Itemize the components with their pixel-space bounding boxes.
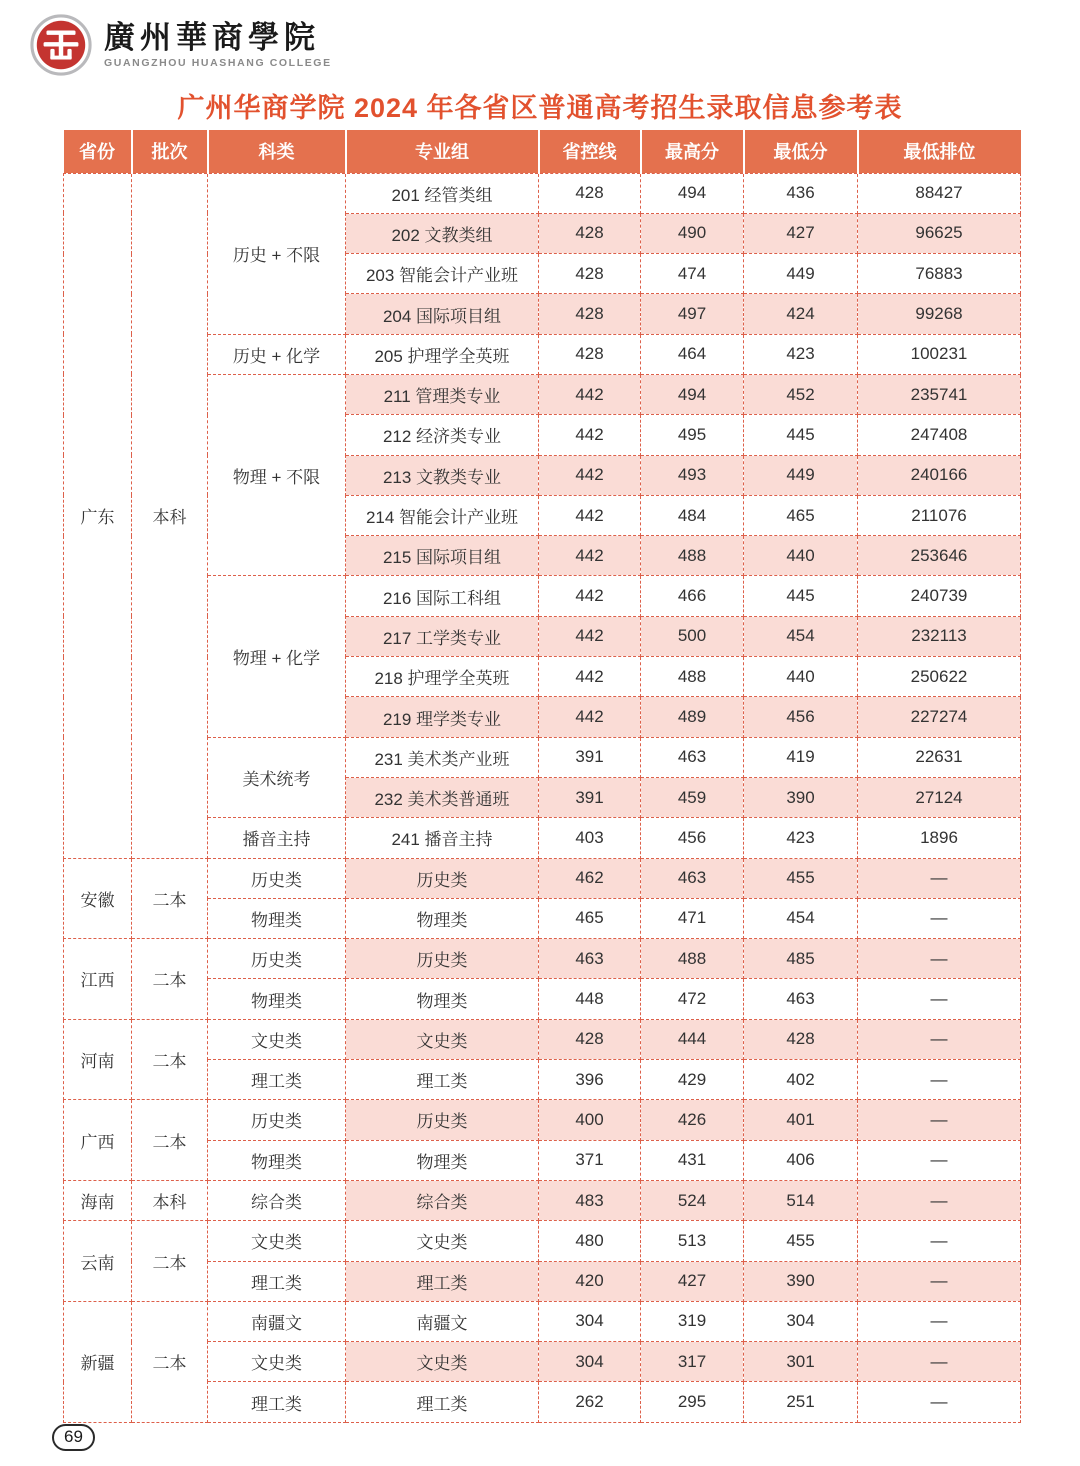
min-score-cell: 390 <box>744 1261 858 1301</box>
group-cell: 历史类 <box>346 1100 539 1140</box>
table-row <box>64 1221 1021 1261</box>
min-rank-cell: 96625 <box>858 213 1021 253</box>
min-rank-cell: 253646 <box>858 536 1021 576</box>
control-line-cell: 442 <box>539 697 641 737</box>
group-cell: 理工类 <box>346 1261 539 1301</box>
group-cell: 219 理学类专业 <box>346 697 539 737</box>
control-line-cell: 428 <box>539 254 641 294</box>
college-logo <box>30 14 332 76</box>
province-cell: 海南 <box>64 1180 132 1220</box>
max-score-cell: 490 <box>641 213 744 253</box>
max-score-cell: 524 <box>641 1180 744 1220</box>
province-cell: 云南 <box>64 1221 132 1302</box>
control-line-cell: 391 <box>539 737 641 777</box>
header-province: 省份 <box>64 130 132 173</box>
control-line-cell: 396 <box>539 1060 641 1100</box>
table-row <box>64 1382 1021 1422</box>
min-score-cell: 454 <box>744 898 858 938</box>
control-line-cell: 448 <box>539 979 641 1019</box>
category-cell: 物理类 <box>208 1140 346 1180</box>
header-min-score: 最低分 <box>744 130 858 173</box>
control-line-cell: 442 <box>539 455 641 495</box>
header-row <box>64 130 1021 173</box>
table-row <box>64 979 1021 1019</box>
category-cell: 理工类 <box>208 1261 346 1301</box>
max-score-cell: 484 <box>641 495 744 535</box>
college-name-cn: 廣州華商學院 <box>104 19 320 56</box>
min-score-cell: 445 <box>744 415 858 455</box>
min-score-cell: 456 <box>744 697 858 737</box>
table-row <box>64 818 1021 858</box>
control-line-cell: 483 <box>539 1180 641 1220</box>
min-score-cell: 485 <box>744 939 858 979</box>
category-cell: 文史类 <box>208 1019 346 1059</box>
min-rank-cell: 1896 <box>858 818 1021 858</box>
min-rank-cell: 211076 <box>858 495 1021 535</box>
max-score-cell: 426 <box>641 1100 744 1140</box>
max-score-cell: 500 <box>641 616 744 656</box>
table-row <box>64 1261 1021 1301</box>
group-cell: 217 工学类专业 <box>346 616 539 656</box>
group-cell: 理工类 <box>346 1382 539 1422</box>
category-cell: 美术统考 <box>208 737 346 818</box>
min-score-cell: 455 <box>744 858 858 898</box>
page-number-badge: 69 <box>52 1424 95 1451</box>
category-cell: 南疆文 <box>208 1301 346 1341</box>
control-line-cell: 304 <box>539 1342 641 1382</box>
max-score-cell: 295 <box>641 1382 744 1422</box>
category-cell: 历史类 <box>208 858 346 898</box>
max-score-cell: 463 <box>641 858 744 898</box>
max-score-cell: 488 <box>641 939 744 979</box>
min-score-cell: 454 <box>744 616 858 656</box>
admissions-table <box>63 130 1021 1423</box>
min-score-cell: 465 <box>744 495 858 535</box>
min-score-cell: 423 <box>744 818 858 858</box>
province-cell: 新疆 <box>64 1301 132 1422</box>
min-rank-cell: 88427 <box>858 173 1021 213</box>
min-rank-cell: — <box>858 1221 1021 1261</box>
control-line-cell: 391 <box>539 777 641 817</box>
max-score-cell: 464 <box>641 334 744 374</box>
table-row <box>64 1301 1021 1341</box>
category-cell: 播音主持 <box>208 818 346 858</box>
category-cell: 物理 + 不限 <box>208 374 346 575</box>
min-score-cell: 440 <box>744 536 858 576</box>
min-score-cell: 424 <box>744 294 858 334</box>
min-rank-cell: — <box>858 1301 1021 1341</box>
province-cell: 广西 <box>64 1100 132 1181</box>
min-score-cell: 449 <box>744 254 858 294</box>
college-name-en: GUANGZHOU HUASHANG COLLEGE <box>104 57 332 70</box>
min-rank-cell: 27124 <box>858 777 1021 817</box>
category-cell: 历史类 <box>208 1100 346 1140</box>
control-line-cell: 442 <box>539 536 641 576</box>
control-line-cell: 442 <box>539 657 641 697</box>
max-score-cell: 317 <box>641 1342 744 1382</box>
max-score-cell: 472 <box>641 979 744 1019</box>
batch-cell: 二本 <box>132 1221 208 1302</box>
control-line-cell: 442 <box>539 495 641 535</box>
control-line-cell: 403 <box>539 818 641 858</box>
control-line-cell: 428 <box>539 334 641 374</box>
min-score-cell: 390 <box>744 777 858 817</box>
group-cell: 物理类 <box>346 1140 539 1180</box>
batch-cell: 二本 <box>132 939 208 1020</box>
min-score-cell: 514 <box>744 1180 858 1220</box>
province-cell: 广东 <box>64 173 132 858</box>
max-score-cell: 466 <box>641 576 744 616</box>
header-control-line: 省控线 <box>539 130 641 173</box>
max-score-cell: 459 <box>641 777 744 817</box>
category-cell: 历史 + 不限 <box>208 173 346 334</box>
control-line-cell: 462 <box>539 858 641 898</box>
group-cell: 历史类 <box>346 939 539 979</box>
min-rank-cell: 240166 <box>858 455 1021 495</box>
min-score-cell: 423 <box>744 334 858 374</box>
batch-cell: 二本 <box>132 1301 208 1422</box>
group-cell: 213 文教类专业 <box>346 455 539 495</box>
table-row <box>64 1060 1021 1100</box>
group-cell: 216 国际工科组 <box>346 576 539 616</box>
group-cell: 215 国际项目组 <box>346 536 539 576</box>
min-rank-cell: — <box>858 898 1021 938</box>
control-line-cell: 442 <box>539 576 641 616</box>
group-cell: 214 智能会计产业班 <box>346 495 539 535</box>
min-score-cell: 445 <box>744 576 858 616</box>
group-cell: 南疆文 <box>346 1301 539 1341</box>
table-body <box>64 173 1021 1422</box>
min-score-cell: 455 <box>744 1221 858 1261</box>
group-cell: 212 经济类专业 <box>346 415 539 455</box>
category-cell: 文史类 <box>208 1221 346 1261</box>
min-score-cell: 452 <box>744 374 858 414</box>
group-cell: 203 智能会计产业班 <box>346 254 539 294</box>
control-line-cell: 428 <box>539 294 641 334</box>
table-row <box>64 1100 1021 1140</box>
max-score-cell: 456 <box>641 818 744 858</box>
min-score-cell: 428 <box>744 1019 858 1059</box>
control-line-cell: 428 <box>539 1019 641 1059</box>
table-row <box>64 173 1021 213</box>
table-row <box>64 374 1021 414</box>
min-score-cell: 440 <box>744 657 858 697</box>
group-cell: 202 文教类组 <box>346 213 539 253</box>
category-cell: 理工类 <box>208 1382 346 1422</box>
batch-cell: 二本 <box>132 1100 208 1181</box>
min-score-cell: 463 <box>744 979 858 1019</box>
control-line-cell: 442 <box>539 374 641 414</box>
min-rank-cell: — <box>858 1180 1021 1220</box>
header-max-score: 最高分 <box>641 130 744 173</box>
header-min-rank: 最低排位 <box>858 130 1021 173</box>
batch-cell: 二本 <box>132 858 208 939</box>
batch-cell: 本科 <box>132 173 208 858</box>
min-score-cell: 301 <box>744 1342 858 1382</box>
max-score-cell: 493 <box>641 455 744 495</box>
group-cell: 文史类 <box>346 1019 539 1059</box>
max-score-cell: 489 <box>641 697 744 737</box>
table-row <box>64 1019 1021 1059</box>
control-line-cell: 304 <box>539 1301 641 1341</box>
max-score-cell: 429 <box>641 1060 744 1100</box>
table-row <box>64 858 1021 898</box>
max-score-cell: 319 <box>641 1301 744 1341</box>
group-cell: 231 美术类产业班 <box>346 737 539 777</box>
min-score-cell: 449 <box>744 455 858 495</box>
control-line-cell: 442 <box>539 616 641 656</box>
table-row <box>64 1180 1021 1220</box>
min-rank-cell: — <box>858 939 1021 979</box>
table-row <box>64 1140 1021 1180</box>
table-row <box>64 898 1021 938</box>
category-cell: 物理 + 化学 <box>208 576 346 737</box>
college-logo-icon <box>30 14 92 76</box>
min-rank-cell: 22631 <box>858 737 1021 777</box>
batch-cell: 二本 <box>132 1019 208 1100</box>
min-rank-cell: — <box>858 1342 1021 1382</box>
table-row <box>64 1342 1021 1382</box>
control-line-cell: 465 <box>539 898 641 938</box>
table-row <box>64 939 1021 979</box>
min-rank-cell: 227274 <box>858 697 1021 737</box>
category-cell: 历史类 <box>208 939 346 979</box>
max-score-cell: 474 <box>641 254 744 294</box>
table-row <box>64 737 1021 777</box>
group-cell: 201 经管类组 <box>346 173 539 213</box>
header-category: 科类 <box>208 130 346 173</box>
table-row <box>64 334 1021 374</box>
max-score-cell: 513 <box>641 1221 744 1261</box>
group-cell: 物理类 <box>346 898 539 938</box>
min-rank-cell: — <box>858 1140 1021 1180</box>
max-score-cell: 488 <box>641 657 744 697</box>
group-cell: 218 护理学全英班 <box>346 657 539 697</box>
min-score-cell: 406 <box>744 1140 858 1180</box>
category-cell: 文史类 <box>208 1342 346 1382</box>
min-rank-cell: 100231 <box>858 334 1021 374</box>
min-score-cell: 304 <box>744 1301 858 1341</box>
group-cell: 232 美术类普通班 <box>346 777 539 817</box>
category-cell: 物理类 <box>208 979 346 1019</box>
min-score-cell: 402 <box>744 1060 858 1100</box>
min-rank-cell: — <box>858 1019 1021 1059</box>
min-rank-cell: — <box>858 858 1021 898</box>
max-score-cell: 431 <box>641 1140 744 1180</box>
max-score-cell: 444 <box>641 1019 744 1059</box>
min-score-cell: 419 <box>744 737 858 777</box>
category-cell: 综合类 <box>208 1180 346 1220</box>
min-score-cell: 427 <box>744 213 858 253</box>
max-score-cell: 471 <box>641 898 744 938</box>
control-line-cell: 428 <box>539 173 641 213</box>
group-cell: 文史类 <box>346 1342 539 1382</box>
group-cell: 理工类 <box>346 1060 539 1100</box>
control-line-cell: 262 <box>539 1382 641 1422</box>
min-score-cell: 401 <box>744 1100 858 1140</box>
min-rank-cell: 232113 <box>858 616 1021 656</box>
min-rank-cell: 76883 <box>858 254 1021 294</box>
min-rank-cell: 240739 <box>858 576 1021 616</box>
min-score-cell: 251 <box>744 1382 858 1422</box>
page-title: 广州华商学院 2024 年各省区普通高考招生录取信息参考表 <box>177 93 903 123</box>
control-line-cell: 400 <box>539 1100 641 1140</box>
group-cell: 205 护理学全英班 <box>346 334 539 374</box>
max-score-cell: 494 <box>641 173 744 213</box>
group-cell: 241 播音主持 <box>346 818 539 858</box>
max-score-cell: 494 <box>641 374 744 414</box>
min-score-cell: 436 <box>744 173 858 213</box>
max-score-cell: 488 <box>641 536 744 576</box>
min-rank-cell: — <box>858 1060 1021 1100</box>
control-line-cell: 463 <box>539 939 641 979</box>
table-row <box>64 576 1021 616</box>
min-rank-cell: 99268 <box>858 294 1021 334</box>
group-cell: 211 管理类专业 <box>346 374 539 414</box>
min-rank-cell: 235741 <box>858 374 1021 414</box>
group-cell: 文史类 <box>346 1221 539 1261</box>
province-cell: 江西 <box>64 939 132 1020</box>
max-score-cell: 463 <box>641 737 744 777</box>
control-line-cell: 420 <box>539 1261 641 1301</box>
group-cell: 物理类 <box>346 979 539 1019</box>
province-cell: 安徽 <box>64 858 132 939</box>
max-score-cell: 495 <box>641 415 744 455</box>
header-major-group: 专业组 <box>346 130 539 173</box>
control-line-cell: 442 <box>539 415 641 455</box>
group-cell: 204 国际项目组 <box>346 294 539 334</box>
min-rank-cell: — <box>858 1261 1021 1301</box>
category-cell: 理工类 <box>208 1060 346 1100</box>
province-cell: 河南 <box>64 1019 132 1100</box>
min-rank-cell: 247408 <box>858 415 1021 455</box>
batch-cell: 本科 <box>132 1180 208 1220</box>
category-cell: 物理类 <box>208 898 346 938</box>
control-line-cell: 480 <box>539 1221 641 1261</box>
group-cell: 历史类 <box>346 858 539 898</box>
category-cell: 历史 + 化学 <box>208 334 346 374</box>
group-cell: 综合类 <box>346 1180 539 1220</box>
min-rank-cell: — <box>858 1100 1021 1140</box>
control-line-cell: 428 <box>539 213 641 253</box>
header-batch: 批次 <box>132 130 208 173</box>
max-score-cell: 427 <box>641 1261 744 1301</box>
min-rank-cell: — <box>858 1382 1021 1422</box>
control-line-cell: 371 <box>539 1140 641 1180</box>
min-rank-cell: — <box>858 979 1021 1019</box>
min-rank-cell: 250622 <box>858 657 1021 697</box>
max-score-cell: 497 <box>641 294 744 334</box>
